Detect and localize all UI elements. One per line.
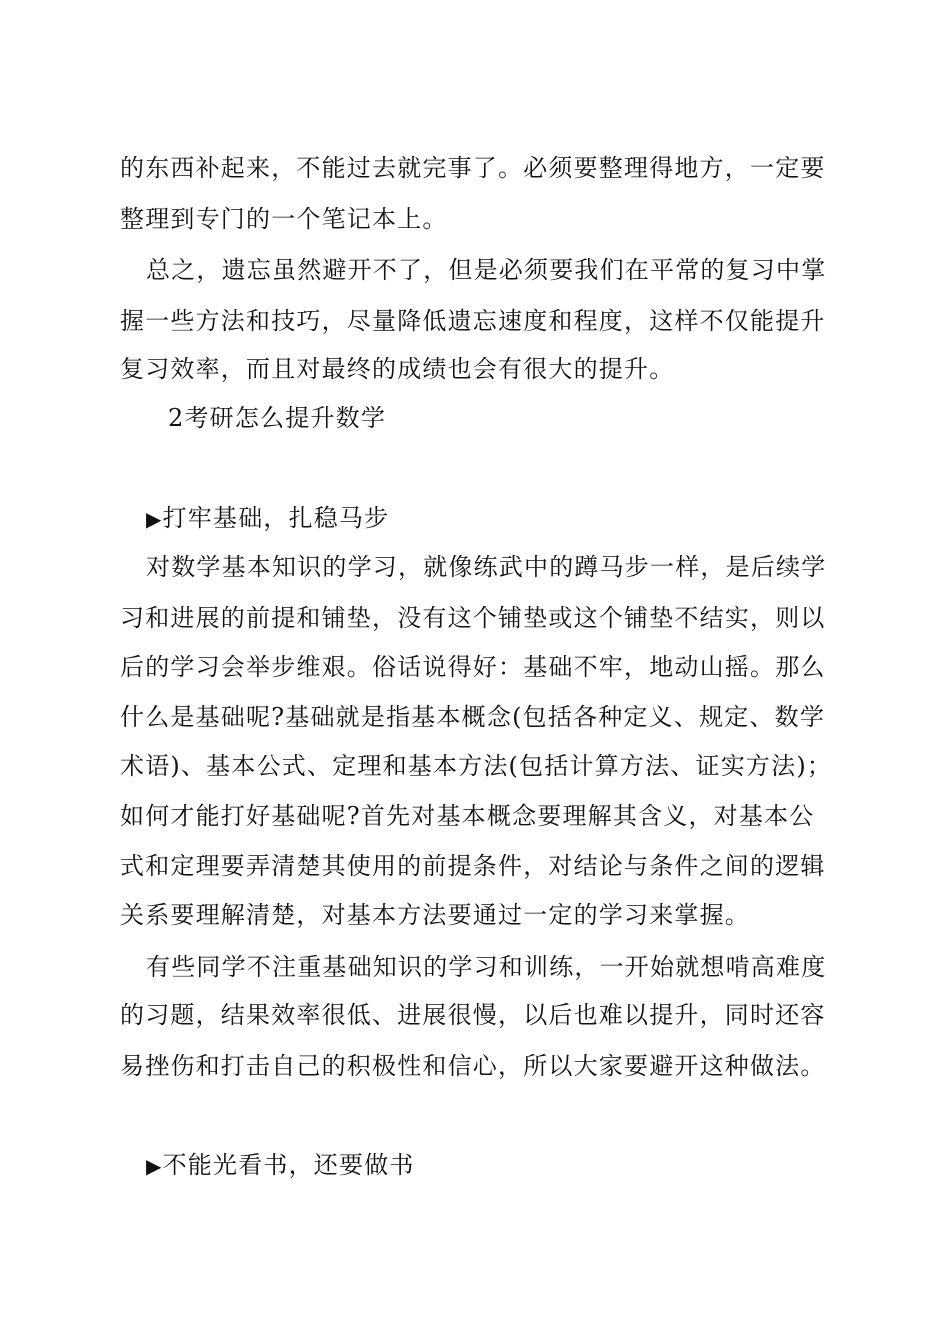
paragraph-line: 式和定理要弄清楚其使用的前提条件，对结论与条件之间的逻辑 xyxy=(120,852,826,880)
paragraph-line: 的东西补起来，不能过去就完事了。必须要整理得地方，一定要 xyxy=(120,154,826,182)
subheading xyxy=(146,502,861,535)
subheading-text: 不能光看书，还要做书 xyxy=(162,1151,415,1179)
triangle-bullet-icon: ▶ xyxy=(146,507,163,531)
paragraph-line: 握一些方法和技巧，尽量降低遗忘速度和程度，这样不仅能提升 xyxy=(120,307,826,335)
paragraph-line: 关系要理解清楚，对基本方法要通过一定的学习来掌握。 xyxy=(120,901,750,929)
paragraph-line: 有些同学不注重基础知识的学习和训练，一开始就想啃高难度 xyxy=(146,953,827,981)
triangle-bullet-icon: ▶ xyxy=(146,1154,163,1178)
subheading xyxy=(146,1149,861,1182)
paragraph-line: 后的学习会举步维艰。俗话说得好：基础不牢，地动山摇。那么 xyxy=(120,653,826,681)
paragraph-line: 术语)、基本公式、定理和基本方法(包括计算方法、证实方法)； xyxy=(120,752,833,780)
paragraph-line: 对数学基本知识的学习，就像练武中的蹲马步一样，是后续学 xyxy=(146,553,827,581)
paragraph-line: 如何才能打好基础呢?首先对基本概念要理解其含义，对基本公 xyxy=(120,802,815,830)
paragraph-line: 易挫伤和打击自己的积极性和信心，所以大家要避开这种做法。 xyxy=(120,1052,826,1080)
paragraph-line: 的习题，结果效率很低、进展很慢，以后也难以提升，同时还容 xyxy=(120,1001,826,1029)
subheading-text: 打牢基础，扎稳马步 xyxy=(162,504,390,532)
paragraph-line: 整理到专门的一个笔记本上。 xyxy=(120,205,448,233)
paragraph-line: 总之，遗忘虽然避开不了，但是必须要我们在平常的复习中掌 xyxy=(146,256,827,284)
paragraph-line: 复习效率，而且对最终的成绩也会有很大的提升。 xyxy=(120,355,675,383)
paragraph-line: 什么是基础呢?基础就是指基本概念(包括各种定义、规定、数学 xyxy=(120,703,826,731)
section-heading: 2考研怎么提升数学 xyxy=(168,404,387,432)
paragraph-line: 习和进展的前提和铺垫，没有这个铺垫或这个铺垫不结实，则以 xyxy=(120,604,826,632)
